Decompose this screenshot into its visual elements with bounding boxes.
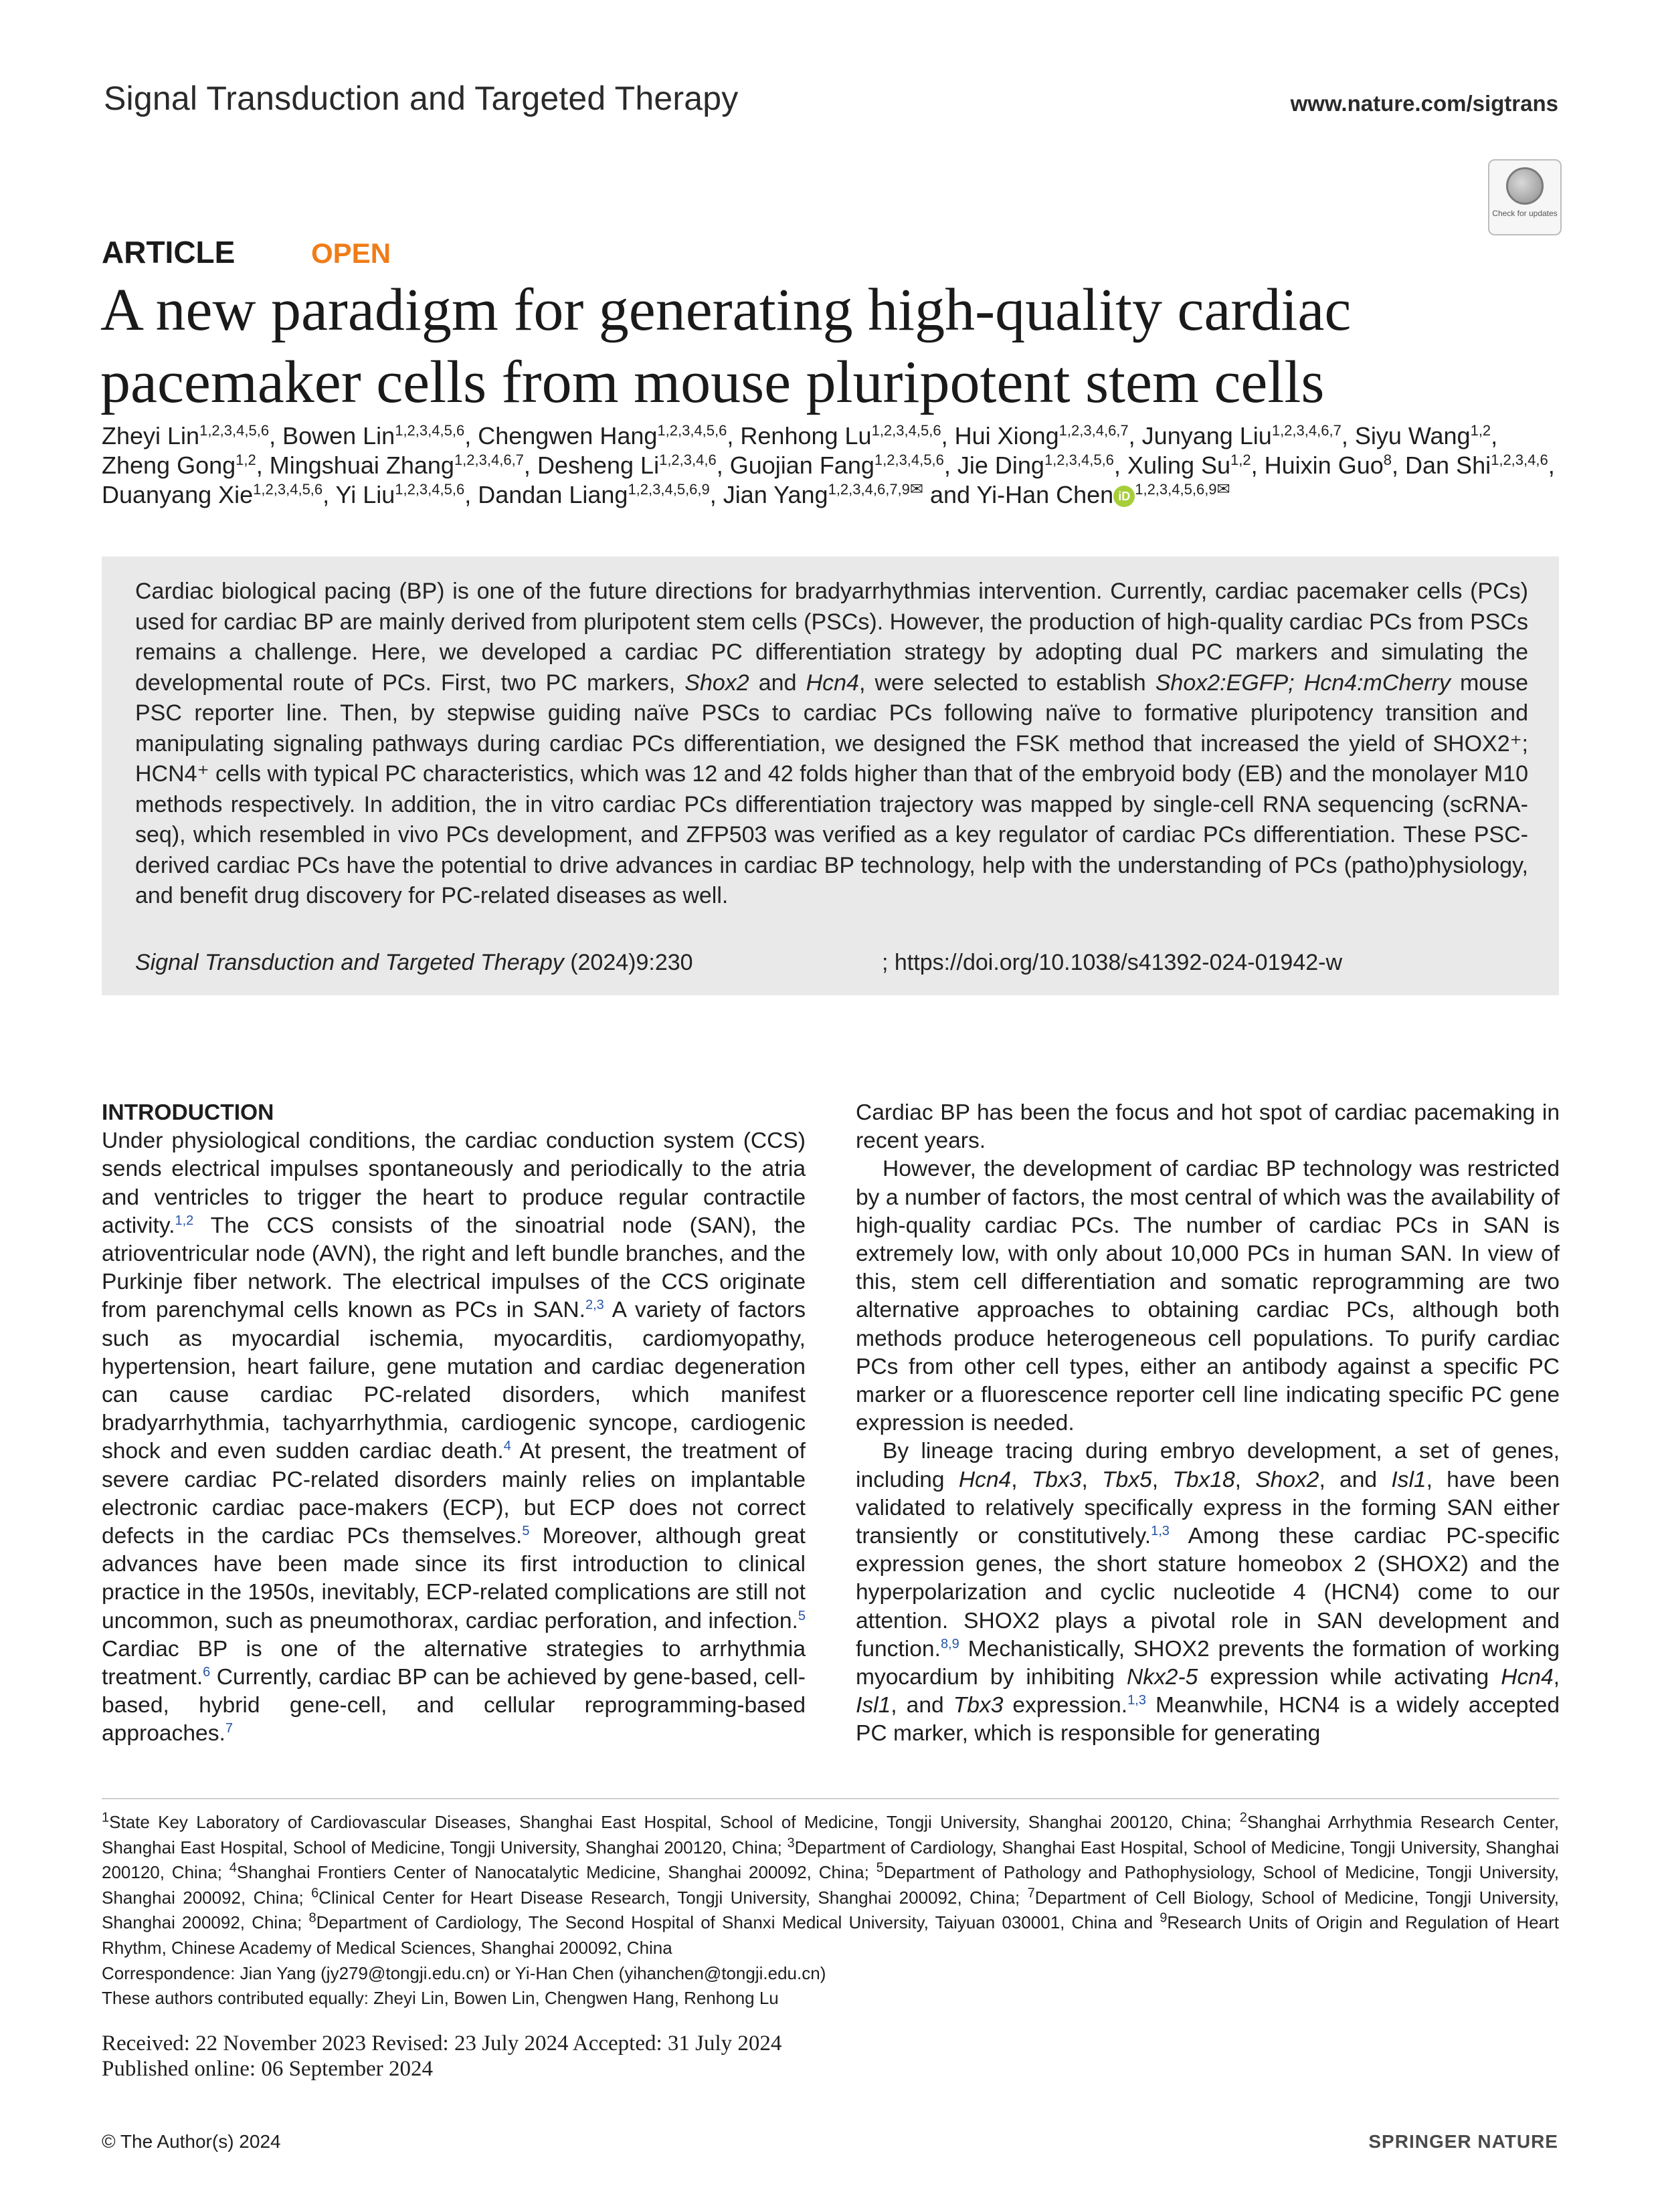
text-run: At present, the treatment of severe cardiac PC-related disorders mainly relies on implantable electronic cardiac pace-makers (ECP), but ECP does not correct defects in the cardiac PCs themselves. xyxy=(102,1439,806,1549)
author-separator: , xyxy=(322,481,336,508)
author-separator: , xyxy=(1341,422,1355,449)
author-name[interactable]: Jian Yang xyxy=(723,481,828,508)
citation-volume: (2024)9:230 xyxy=(563,950,693,975)
affiliation-number: 4 xyxy=(229,1860,237,1876)
citation-ref[interactable]: 8,9 xyxy=(940,1636,959,1651)
citation xyxy=(135,950,693,976)
author-name[interactable]: Renhong Lu xyxy=(740,422,872,449)
author-separator: , xyxy=(943,451,957,479)
publisher-logo: SPRINGER NATURE xyxy=(1368,2131,1558,2152)
citation-ref[interactable]: 2,3 xyxy=(585,1298,604,1313)
author-name[interactable]: Bowen Lin xyxy=(282,422,395,449)
gene-name: Tbx3 xyxy=(1031,1467,1082,1492)
text-run: , xyxy=(1234,1467,1256,1492)
affiliation-text: Department of Cell Biology, School of Medicine, Tongji University, Shanghai 200092, China; xyxy=(102,1887,1559,1933)
citation-ref[interactable]: 5 xyxy=(522,1523,530,1538)
affiliations xyxy=(102,1810,1559,1961)
text-run: , have been validated to relatively specifically express in the forming SAN either transiently or constitutively. xyxy=(856,1467,1560,1549)
author-affiliation: 1,2 xyxy=(236,451,256,468)
abstract-part: , were selected to establish xyxy=(858,670,1156,696)
intro-left-column xyxy=(102,1099,806,1748)
article-type-label: ARTICLE xyxy=(102,235,236,270)
text-run: , xyxy=(1081,1467,1103,1492)
text-run: , and xyxy=(891,1693,953,1718)
gene-name: Isl1 xyxy=(856,1693,891,1718)
author-affiliation: 1,2,3,4,5,6 xyxy=(253,481,323,498)
received-revised-accepted: Received: 22 November 2023 Revised: 23 July 2024 Accepted: 31 July 2024 xyxy=(102,2031,782,2055)
open-access-label: OPEN xyxy=(311,237,391,269)
affiliation-text: Research Units of Origin and Regulation of Heart Rhythm, Chinese Academy of Medical Sciences, Shanghai 200092, China xyxy=(102,1912,1559,1958)
citation-ref[interactable]: 1,3 xyxy=(1151,1523,1170,1538)
gene-name: Hcn4 xyxy=(1501,1665,1554,1690)
author-affiliation: 1,2,3,4,6,7 xyxy=(1058,422,1129,439)
author-name[interactable]: Yi-Han Chen xyxy=(976,481,1114,508)
text-run: expression while activating xyxy=(1198,1665,1501,1690)
author-separator: , xyxy=(256,451,270,479)
author-affiliation: 1,2,3,4,5,6 xyxy=(395,422,465,439)
author-affiliation: 1,2,3,4,6,7 xyxy=(454,451,524,468)
check-for-updates-button[interactable] xyxy=(1488,159,1562,235)
citation-ref[interactable]: 1,3 xyxy=(1127,1693,1146,1708)
author-affiliation: 1,2,3,4,5,6,9 xyxy=(1135,481,1217,498)
intro-paragraph: Cardiac BP has been the focus and hot spot of cardiac pacemaking in recent years. xyxy=(856,1100,1560,1154)
intro-right-column xyxy=(856,1099,1560,1748)
published-online: Published online: 06 September 2024 xyxy=(102,2057,433,2081)
text-run: Under physiological conditions, the cardiac conduction system (CCS) sends electrical impulses spontaneously and periodically to the atria and ventricles to trigger the heart to produce regular contractile activity. xyxy=(102,1128,806,1238)
author-affiliation: 1,2 xyxy=(1230,451,1251,468)
affiliation-text: State Key Laboratory of Cardiovascular Diseases, Shanghai East Hospital, School of Medicine, Tongji University, Shanghai 200120, China; xyxy=(109,1812,1240,1832)
affiliation-text: Department of Cardiology, Shanghai East Hospital, School of Medicine, Tongji University, Shanghai 200120, China; xyxy=(102,1837,1559,1883)
author-affiliation: 1,2,3,4,5,6 xyxy=(1044,451,1114,468)
author-separator: , xyxy=(269,422,283,449)
journal-name: Signal Transduction and Targeted Therapy xyxy=(104,80,739,117)
affiliation-number: 6 xyxy=(311,1886,319,1901)
author-affiliation: 1,2,3,4,5,6 xyxy=(871,422,941,439)
text-run: , xyxy=(1553,1665,1560,1690)
footnote-divider xyxy=(102,1798,1559,1799)
crossmark-icon xyxy=(1506,167,1544,205)
author-name[interactable]: Desheng Li xyxy=(537,451,660,479)
text-run: By lineage tracing during embryo development, a set of genes, including xyxy=(856,1439,1560,1492)
gene-name: Tbx18 xyxy=(1172,1467,1235,1492)
intro-paragraph xyxy=(102,1127,806,1748)
text-run: Cardiac BP is one of the alternative strategies to arrhythmia treatment. xyxy=(102,1636,806,1690)
affiliation-number: 1 xyxy=(102,1810,110,1825)
author-separator: , xyxy=(716,451,730,479)
journal-url-link[interactable]: www.nature.com/sigtrans xyxy=(1290,91,1558,116)
author-separator: , xyxy=(464,422,478,449)
author-separator: , xyxy=(1113,451,1127,479)
section-heading: INTRODUCTION xyxy=(102,1100,274,1125)
author-name[interactable]: Huixin Guo xyxy=(1264,451,1384,479)
email-icon[interactable]: ✉ xyxy=(909,480,924,498)
author-affiliation: 1,2,3,4,6,7,9 xyxy=(828,481,910,498)
author-affiliation: 1,2,3,4,5,6 xyxy=(874,451,944,468)
author-separator: , xyxy=(1251,451,1265,479)
author-name[interactable]: Chengwen Hang xyxy=(478,422,658,449)
gene-name: Tbx5 xyxy=(1102,1467,1152,1492)
author-separator: , xyxy=(727,422,741,449)
abstract-part: mouse PSC reporter line. Then, by stepwise guiding naïve PSCs to cardiac PCs following naïve to formative pluripotency transition and manipulating signaling pathways during cardiac PCs differentiation, we designed the FSK method that increased the yield of SHOX2⁺; HCN4⁺ cells with typical PC characteristics, which was 12 and 42 folds higher than that of the embryoid body (EB) and the monolayer M10 methods respectively. In addition, the in vitro cardiac PCs differentiation trajectory was mapped by single-cell RNA sequencing (scRNA-seq), which resembled in vivo PCs development, and ZFP503 was verified as a key regulator of cardiac PCs differentiation. These PSC-derived cardiac PCs have the potential to drive advances in cardiac BP technology, help with the understanding of PCs (patho)physiology, and benefit drug discovery for PC-related diseases as well. xyxy=(135,670,1528,908)
gene-name: Shox2 xyxy=(1255,1467,1319,1492)
author-separator: , xyxy=(1548,451,1555,479)
author-name[interactable]: Zheyi Lin xyxy=(102,422,200,449)
orcid-icon[interactable]: iD xyxy=(1113,486,1135,507)
author-name[interactable]: Hui Xiong xyxy=(954,422,1059,449)
author-name[interactable]: Dan Shi xyxy=(1405,451,1491,479)
correspondence: Correspondence: Jian Yang (jy279@tongji.edu.cn) or Yi-Han Chen (yihanchen@tongji.edu.cn) xyxy=(102,1963,826,1983)
author-separator: , xyxy=(1128,422,1142,449)
author-list xyxy=(102,421,1560,510)
author-affiliation: 1,2,3,4,6 xyxy=(1491,451,1548,468)
text-run: The CCS consists of the sinoatrial node (SAN), the atrioventricular node (AVN), the right and left bundle branches, and the Purkinje fiber network. The electrical impulses of the CCS originate from parenchymal cells known as PCs in SAN. xyxy=(102,1213,806,1323)
author-name[interactable]: Zheng Gong xyxy=(102,451,236,479)
citation-ref[interactable]: 5 xyxy=(798,1608,806,1623)
text-run: expression. xyxy=(1003,1693,1128,1718)
article-dates xyxy=(102,2031,781,2082)
equal-contribution: These authors contributed equally: Zheyi Lin, Bowen Lin, Chengwen Hang, Renhong Lu xyxy=(102,1988,779,2009)
author-affiliation: 1,2,3,4,5,6,9 xyxy=(628,481,710,498)
author-name[interactable]: Duanyang Xie xyxy=(102,481,254,508)
citation-ref[interactable]: 4 xyxy=(503,1439,511,1454)
affiliation-number: 5 xyxy=(876,1860,884,1876)
author-affiliation: 1,2,3,4,6,7 xyxy=(1271,422,1342,439)
email-icon[interactable]: ✉ xyxy=(1216,480,1230,498)
affiliation-text: Department of Cardiology, The Second Hospital of Shanxi Medical University, Taiyuan 030001, China and xyxy=(316,1912,1160,1933)
footnotes xyxy=(102,1810,1559,2011)
author-separator: , xyxy=(1491,422,1498,449)
intro-paragraph: However, the development of cardiac BP technology was restricted by a number of factors, the most central of which was the availability of high-quality cardiac PCs. The number of cardiac PCs in SAN is extremely low, with only about 10,000 PCs in human SAN. In view of this, stem cell differentiation and somatic reprogramming are two alternative approaches to obtaining cardiac PCs, although both methods produce heterogeneous cell populations. To purify cardiac PCs from other cell types, either an antibody against a specific PC marker or a fluorescence reporter cell line indicating specific PC gene expression is needed. xyxy=(856,1157,1560,1436)
gene-name: Isl1 xyxy=(1391,1467,1426,1492)
author-affiliation: 8 xyxy=(1383,451,1392,468)
affiliation-number: 8 xyxy=(308,1910,316,1926)
author-name[interactable]: Xuling Su xyxy=(1127,451,1231,479)
author-name[interactable]: Jie Ding xyxy=(957,451,1044,479)
copyright: © The Author(s) 2024 xyxy=(102,2131,281,2152)
citation-ref[interactable]: 7 xyxy=(225,1721,233,1736)
affiliation-number: 3 xyxy=(787,1835,795,1850)
author-affiliation: 1,2,3,4,5,6 xyxy=(657,422,727,439)
affiliation-number: 9 xyxy=(1160,1910,1168,1926)
text-run: Mechanistically, SHOX2 prevents the formation of working myocardium by inhibiting xyxy=(856,1636,1560,1690)
author-name[interactable]: Siyu Wang xyxy=(1354,422,1471,449)
article-title: A new paradigm for generating high-quality cardiac pacemaker cells from mouse pluripotent stem cells xyxy=(100,277,1352,415)
affiliation-number: 7 xyxy=(1027,1886,1035,1901)
author-separator: , xyxy=(941,422,955,449)
text-run: Currently, cardiac BP can be achieved by gene-based, cell-based, hybrid gene-cell, and cellular reprogramming-based approaches. xyxy=(102,1665,806,1746)
author-name[interactable]: Guojian Fang xyxy=(729,451,874,479)
affiliation-text: Department of Pathology and Pathophysiology, School of Medicine, Tongji University, Shanghai 200092, China; xyxy=(102,1862,1559,1908)
gene-name: Nkx2-5 xyxy=(1126,1665,1198,1690)
gene-hcn4: Hcn4 xyxy=(806,670,859,696)
text-run: Meanwhile, HCN4 is a widely accepted PC marker, which is responsible for generating xyxy=(856,1693,1560,1746)
abstract-part: Cardiac biological pacing (BP) is one of the future directions for bradyarrhythmias intervention. Currently, cardiac pacemaker cells (PCs) used for cardiac BP are mainly derived from pluripotent stem cells (PSCs). However, the production of high-quality cardiac PCs from PSCs remains a challenge. Here, we developed a cardiac PC differentiation strategy by adopting dual PC markers and simulating the developmental route of PCs. First, two PC markers, xyxy=(135,579,1528,696)
author-separator: , xyxy=(709,481,723,508)
author-name[interactable]: Dandan Liang xyxy=(478,481,628,508)
author-name[interactable]: Yi Liu xyxy=(335,481,395,508)
citation-journal: Signal Transduction and Targeted Therapy xyxy=(135,950,564,975)
abstract-part: and xyxy=(749,670,806,696)
abstract-text xyxy=(135,577,1528,912)
affiliation-text: Shanghai Frontiers Center of Nanocatalytic Medicine, Shanghai 200092, China; xyxy=(236,1862,877,1883)
citation-ref[interactable]: 6 xyxy=(203,1664,211,1680)
author-separator: , xyxy=(464,481,478,508)
text-run: Among these cardiac PC-specific expression genes, the short stature homeobox 2 (SHOX2) and the hyperpolarization and cyclic nucleotide 4 (HCN4) come to our attention. SHOX2 plays a pivotal role in SAN development and function. xyxy=(856,1524,1560,1662)
author-separator: , xyxy=(1392,451,1406,479)
gene-name: Tbx3 xyxy=(953,1693,1004,1718)
intro-paragraph xyxy=(856,1437,1560,1748)
author-affiliation: 1,2 xyxy=(1470,422,1491,439)
author-affiliation: 1,2,3,4,6 xyxy=(659,451,717,468)
text-run: A variety of factors such as myocardial ischemia, myocarditis, cardiomyopathy, hypertension, heart failure, gene mutation and cardiac degeneration can cause cardiac PC-related disorders, which manifest bradyarrhythmia, tachyarrhythmia, cardiogenic syncope, cardiogenic shock and even sudden cardiac death. xyxy=(102,1298,806,1464)
text-run: Moreover, although great advances have been made since its first introduction to clinical practice in the 1950s, inevitably, ECP-related complications are still not uncommon, such as pneumothorax, cardiac perforation, and infection. xyxy=(102,1524,806,1633)
gene-shox2: Shox2 xyxy=(684,670,749,696)
citation-ref[interactable]: 1,2 xyxy=(175,1213,194,1228)
author-name[interactable]: Mingshuai Zhang xyxy=(269,451,454,479)
text-run: , xyxy=(1151,1467,1173,1492)
affiliation-text: Shanghai Arrhythmia Research Center, Shanghai East Hospital, School of Medicine, Tongji University, Shanghai 200120, China; xyxy=(102,1812,1559,1857)
affiliation-number: 2 xyxy=(1239,1810,1247,1825)
text-run: , and xyxy=(1319,1467,1392,1492)
author-separator: , xyxy=(523,451,537,479)
authors-and: and xyxy=(923,481,977,508)
author-affiliation: 1,2,3,4,5,6 xyxy=(395,481,465,498)
text-run: , xyxy=(1011,1467,1032,1492)
gene-name: Hcn4 xyxy=(958,1467,1012,1492)
doi-link[interactable]: ; https://doi.org/10.1038/s41392-024-01942-w xyxy=(882,950,1343,975)
author-affiliation: 1,2,3,4,5,6 xyxy=(199,422,270,439)
check-updates-label: Check for updates xyxy=(1492,209,1558,218)
reporter-line: Shox2:EGFP; Hcn4:mCherry xyxy=(1155,670,1451,696)
author-name[interactable]: Junyang Liu xyxy=(1141,422,1272,449)
affiliation-text: Clinical Center for Heart Disease Research, Tongji University, Shanghai 200092, China; xyxy=(318,1887,1028,1908)
